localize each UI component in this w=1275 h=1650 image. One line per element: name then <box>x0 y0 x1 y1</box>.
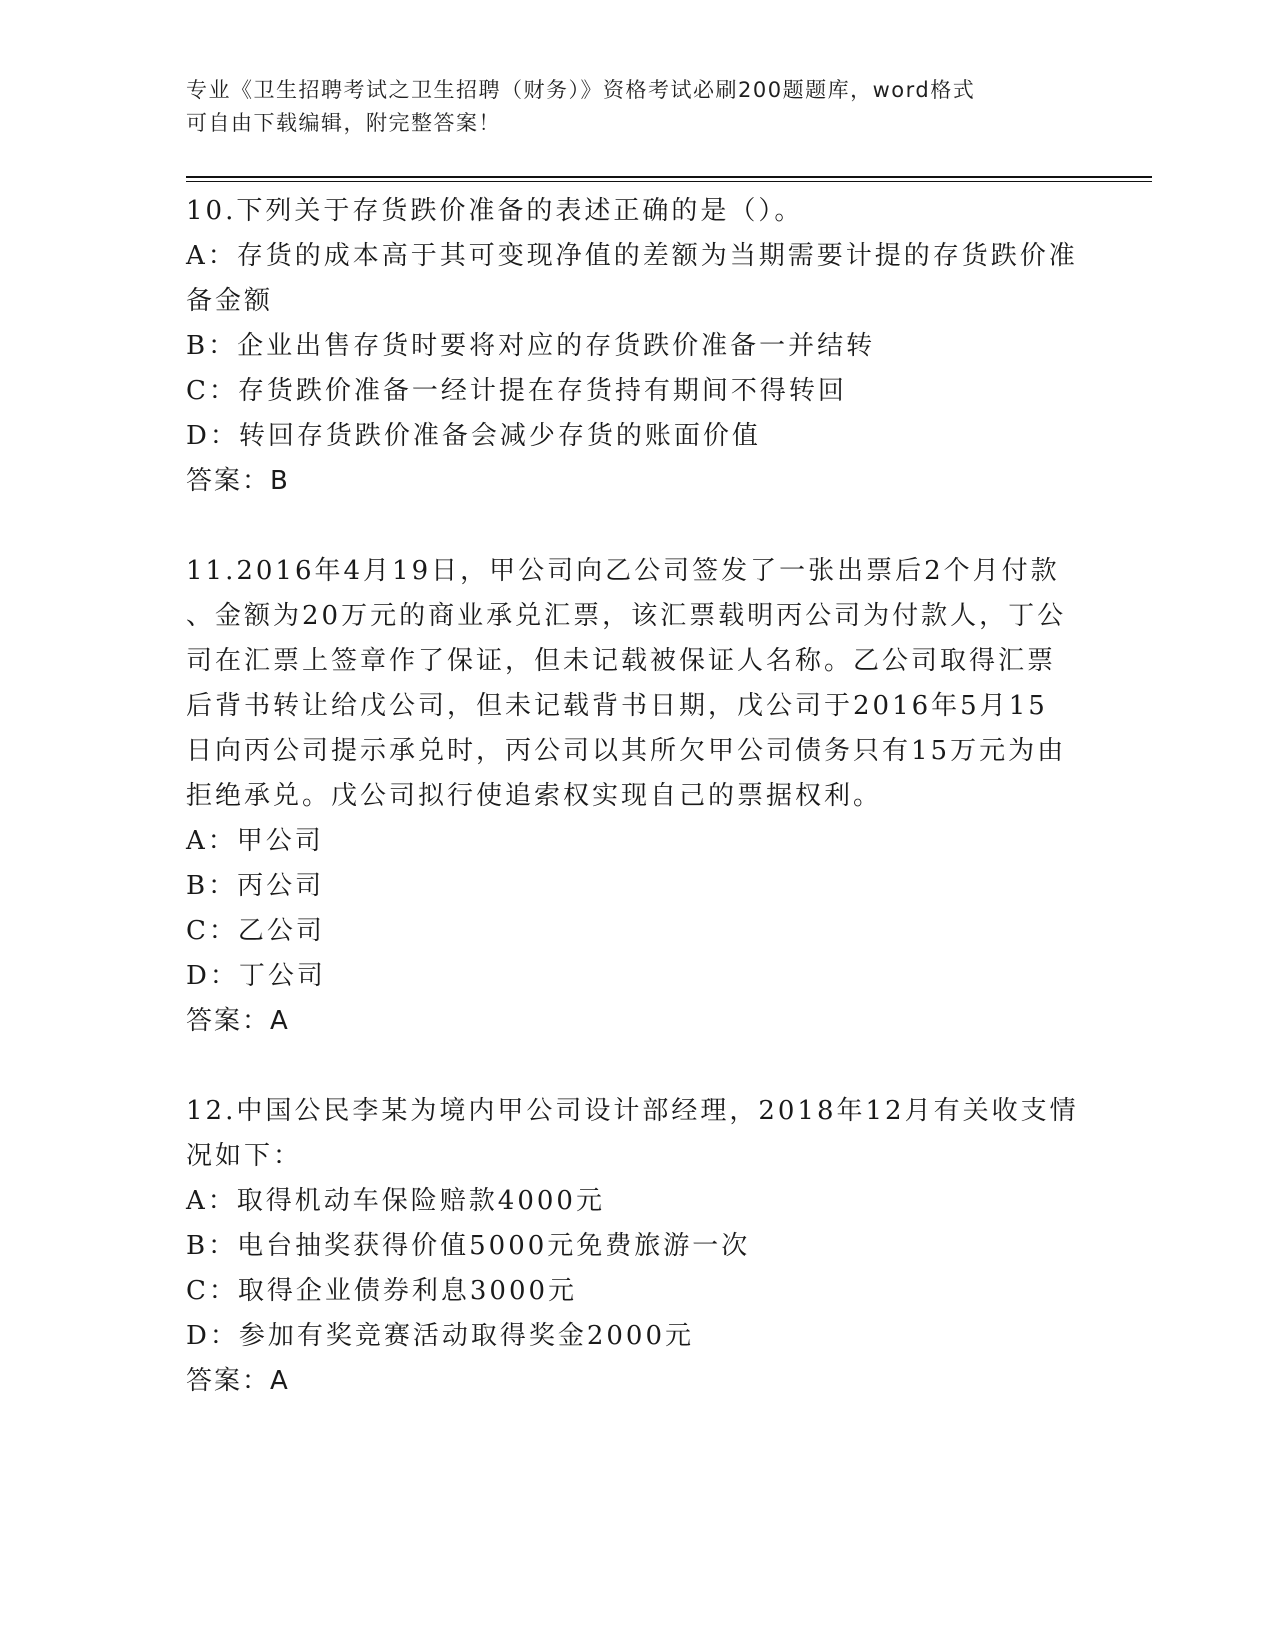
question-stem-line: 10.下列关于存货跌价准备的表述正确的是（）。 <box>186 196 804 226</box>
option-d <box>186 414 1086 459</box>
option-d <box>186 1314 1086 1359</box>
option-line: B：电台抽奖获得价值5000元免费旅游一次 <box>186 1231 751 1261</box>
question-stem-line: 日向丙公司提示承兑时，丙公司以其所欠甲公司债务只有15万元为由 <box>186 736 1067 766</box>
option-c <box>186 909 1086 954</box>
question-stem-line: 拒绝承兑。戊公司拟行使追索权实现自己的票据权利。 <box>186 781 883 811</box>
option-line: C：存货跌价准备一经计提在存货持有期间不得转回 <box>186 376 847 406</box>
option-a <box>186 819 1086 864</box>
question-spacer <box>186 1044 1086 1089</box>
question-stem <box>186 1089 1086 1179</box>
option-line: A：取得机动车保险赔款4000元 <box>186 1186 605 1216</box>
answer-label: 答案：A <box>186 1006 290 1036</box>
option-b <box>186 1224 1086 1269</box>
option-line: C：取得企业债券利息3000元 <box>186 1276 578 1306</box>
option-d <box>186 954 1086 999</box>
question-stem <box>186 189 1086 234</box>
option-a <box>186 1179 1086 1224</box>
header-line: 专业《卫生招聘考试之卫生招聘（财务）》资格考试必刷200题题库，word格式 <box>186 78 976 102</box>
document-header <box>186 74 1066 140</box>
question-stem-line: 11.2016年4月19日，甲公司向乙公司签发了一张出票后2个月付款 <box>186 556 1060 586</box>
question-stem-line: 况如下： <box>186 1141 303 1171</box>
question-stem-line: 、金额为20万元的商业承兑汇票，该汇票载明丙公司为付款人，丁公 <box>186 601 1067 631</box>
option-line: C：乙公司 <box>186 916 325 946</box>
question-stem-line: 后背书转让给戊公司，但未记载背书日期，戊公司于2016年5月15 <box>186 691 1048 721</box>
option-line: 备金额 <box>186 286 274 316</box>
answer-label: 答案：A <box>186 1366 290 1396</box>
answer-label: 答案：B <box>186 466 290 496</box>
option-line: B：企业出售存货时要将对应的存货跌价准备一并结转 <box>186 331 876 361</box>
option-b <box>186 864 1086 909</box>
header-divider-thick <box>186 176 1152 178</box>
option-c <box>186 369 1086 414</box>
header-line: 可自由下载编辑，附完整答案！ <box>186 111 501 135</box>
option-a <box>186 234 1086 324</box>
option-line: B：丙公司 <box>186 871 325 901</box>
question-spacer <box>186 504 1086 549</box>
option-line: A：存货的成本高于其可变现净值的差额为当期需要计提的存货跌价准 <box>186 241 1078 271</box>
option-line: D：转回存货跌价准备会减少存货的账面价值 <box>186 421 761 451</box>
option-b <box>186 324 1086 369</box>
option-line: D：参加有奖竞赛活动取得奖金2000元 <box>186 1321 695 1351</box>
question-item <box>186 189 1086 504</box>
option-c <box>186 1269 1086 1314</box>
question-item <box>186 1089 1086 1404</box>
option-line: D：丁公司 <box>186 961 326 991</box>
question-item <box>186 549 1086 1044</box>
option-line: A：甲公司 <box>186 826 324 856</box>
question-list <box>186 189 1086 1404</box>
question-stem-line: 12.中国公民李某为境内甲公司设计部经理，2018年12月有关收支情 <box>186 1096 1079 1126</box>
question-stem <box>186 549 1086 819</box>
header-divider-thin <box>186 181 1152 182</box>
question-stem-line: 司在汇票上签章作了保证，但未记载被保证人名称。乙公司取得汇票 <box>186 646 1057 676</box>
